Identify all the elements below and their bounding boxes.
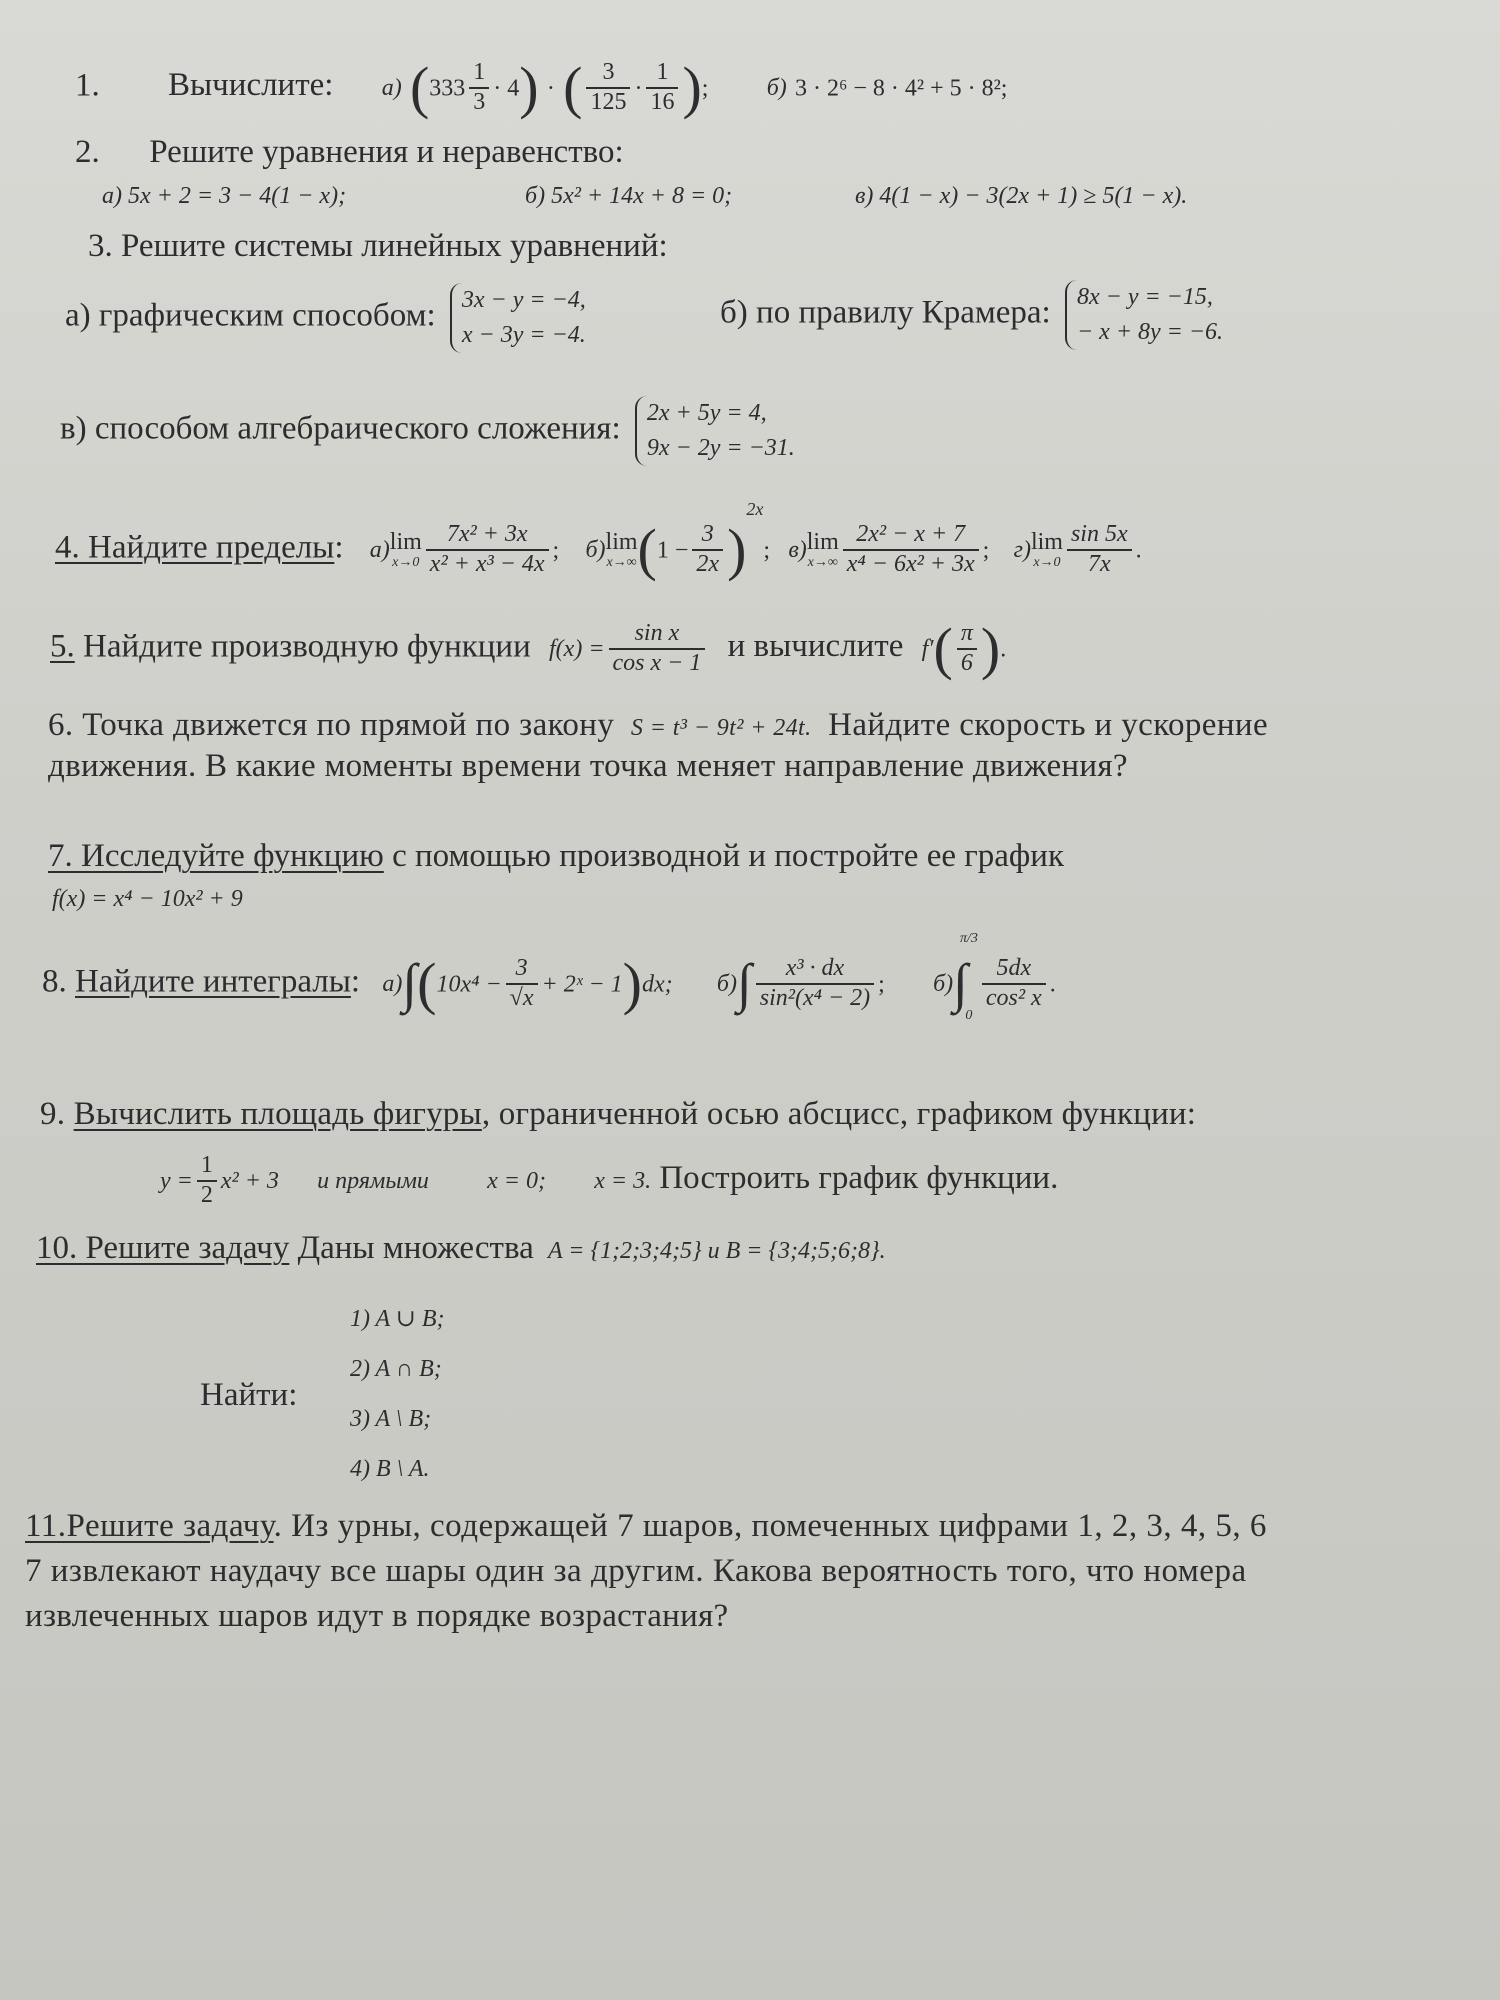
- problem-3-part-a: [65, 283, 586, 353]
- lim-subscript: x→∞: [606, 555, 637, 571]
- mixed-fraction: [469, 59, 489, 116]
- problem-9-line-1: [40, 1096, 1196, 1132]
- lim-word: lim: [389, 529, 422, 556]
- integral-sign: ∫: [736, 953, 752, 1014]
- numerator: 3: [586, 59, 630, 89]
- system-b: [1065, 280, 1223, 350]
- set-op-1: 1) A ∪ B;: [350, 1306, 445, 1332]
- line-x0: x = 0;: [487, 1168, 546, 1195]
- integrand-right: + 2ˣ − 1: [541, 971, 623, 998]
- mixed-tail: · 4: [493, 75, 520, 102]
- numerator: 3: [506, 955, 538, 985]
- problem-5-text: Найдите производную функции: [83, 628, 531, 665]
- problem-9-number: 9.: [40, 1096, 66, 1132]
- mixed-whole: 333: [429, 75, 466, 102]
- problem-5-then: и вычислите: [727, 628, 904, 665]
- end-dot: .: [1135, 537, 1142, 564]
- sets-definition: A = {1;2;3;4;5} и B = {3;4;5;6;8}.: [548, 1238, 886, 1264]
- numerator: 5dx: [982, 955, 1046, 985]
- system-c-eq1: 2x + 5y = 4,: [646, 400, 767, 426]
- exponent: 2x: [746, 499, 764, 520]
- numerator: π: [957, 620, 977, 650]
- derivative-symbol: f′: [921, 636, 934, 663]
- denominator: 2: [200, 1181, 213, 1208]
- times-dot: ·: [634, 75, 643, 102]
- problem-8-title: Найдите интегралы: [75, 963, 351, 1000]
- problem-8-number: 8.: [42, 963, 67, 1000]
- find-label: Найти:: [200, 1377, 298, 1413]
- integral-c-fraction: [982, 955, 1046, 1012]
- fraction-1-16: [646, 59, 678, 116]
- numerator: 1: [197, 1152, 217, 1182]
- colon: :: [350, 963, 361, 1000]
- method-cramer-label: б) по правилу Крамера:: [720, 294, 1051, 331]
- problem-1-part-a-label: а): [381, 75, 402, 102]
- denominator: cos² x: [985, 984, 1042, 1011]
- inner-one: 1 −: [656, 537, 689, 564]
- lower-limit: 0: [965, 1007, 973, 1023]
- problem-10-title: 10. Решите задачу: [36, 1230, 290, 1266]
- denominator: 125: [590, 88, 627, 115]
- denominator: 2x: [696, 550, 720, 577]
- system-a: [450, 283, 586, 353]
- one-half: [197, 1152, 217, 1209]
- function-lhs: f(x) =: [549, 636, 605, 663]
- part-b-label: б): [716, 971, 737, 998]
- limit-b: [606, 529, 638, 571]
- line-x3: x = 3.: [594, 1168, 652, 1195]
- three-over-sqrt-x: [506, 955, 538, 1012]
- system-b-eq1: 8x − y = −15,: [1076, 284, 1213, 310]
- denominator: x⁴ − 6x² + 3x: [846, 550, 975, 577]
- right-paren: ): [682, 55, 702, 120]
- numerator: 7x² + 3x: [426, 521, 549, 551]
- denominator: sin²(x⁴ − 2): [759, 984, 871, 1011]
- integral-sign: ∫: [953, 953, 968, 1014]
- problem-6-text-a: 6. Точка движется по прямой по закону: [48, 707, 615, 743]
- problem-4-title: 4. Найдите пределы: [55, 529, 335, 566]
- problem-11-title: 11.Решите задачу: [25, 1508, 274, 1544]
- left-paren: (: [637, 517, 657, 582]
- left-paren: (: [563, 55, 583, 120]
- numerator: sin x: [609, 620, 706, 650]
- method-graphic-label: а) графическим способом:: [65, 297, 436, 334]
- denominator: cos x − 1: [612, 649, 702, 676]
- problem-1: [75, 56, 1007, 120]
- problem-5-number: 5.: [50, 628, 75, 665]
- left-paren: (: [409, 55, 430, 120]
- problem-10-rest: Даны множества: [297, 1230, 534, 1266]
- problem-4: [55, 499, 1142, 582]
- denominator: 7x: [1087, 550, 1111, 577]
- set-op-4: 4) B \ A.: [350, 1456, 430, 1482]
- build-graph: Построить график функции.: [659, 1160, 1059, 1197]
- set-op-3: 3) A \ B;: [350, 1406, 432, 1432]
- problem-3-part-b: [720, 280, 1223, 350]
- part-d-label: г): [1013, 537, 1031, 564]
- right-paren: ): [519, 55, 539, 120]
- problem-6-line-1: [48, 707, 1268, 743]
- upper-limit: π/3: [959, 930, 978, 946]
- problem-7-function: f(x) = x⁴ − 10x² + 9: [52, 886, 243, 912]
- mixed-numerator: 1: [469, 59, 489, 89]
- problem-9-line-2: [160, 1152, 1058, 1209]
- problem-7-rest: с помощью производной и постройте ее график: [392, 838, 1065, 874]
- mixed-denominator: 3: [473, 88, 486, 115]
- part-c-label: б): [933, 971, 954, 998]
- times-dot: ·: [546, 75, 555, 102]
- part-b-label: б): [585, 537, 606, 564]
- numerator: sin 5x: [1067, 521, 1132, 551]
- right-paren: ): [727, 517, 747, 582]
- limit-d-fraction: [1067, 521, 1132, 578]
- set-op-2: 2) A ∩ B;: [350, 1356, 442, 1382]
- limit-a-fraction: [426, 521, 549, 578]
- system-a-eq1: 3x − y = −4,: [461, 287, 586, 313]
- right-paren: ): [622, 951, 642, 1016]
- right-paren: ): [980, 616, 1001, 681]
- limit-d: [1031, 529, 1063, 571]
- lim-word: lim: [1030, 529, 1063, 556]
- numerator: x³ · dx: [756, 955, 874, 985]
- problem-6-line-2: движения. В какие моменты времени точка меняет направление движения?: [48, 748, 1128, 784]
- problem-11-text-1: . Из урны, содержащей 7 шаров, помеченных цифрами 1, 2, 3, 4, 5, 6: [273, 1508, 1267, 1544]
- left-paren: (: [417, 951, 437, 1016]
- problem-1-label: Вычислите:: [168, 67, 334, 104]
- problem-11-line-3: извлеченных шаров идут в порядке возрастания?: [25, 1598, 729, 1634]
- separator: ;: [982, 537, 990, 564]
- dx: dx;: [642, 971, 673, 998]
- problem-9-rest: , ограниченной осью абсцисс, графиком функции:: [481, 1096, 1197, 1132]
- integral-sign: ∫: [402, 953, 418, 1014]
- problem-3-part-c: [60, 396, 795, 466]
- part-c-label: в): [788, 537, 807, 564]
- end-dot: .: [1000, 636, 1007, 663]
- end-dot: .: [1049, 971, 1056, 998]
- integral-limits: [959, 930, 978, 1023]
- problem-2-part-a: а) 5x + 2 = 3 − 4(1 − x);: [102, 183, 347, 209]
- y-equals: y =: [160, 1168, 193, 1195]
- numerator: 3: [692, 521, 723, 551]
- integrand-left: 10x⁴ −: [436, 971, 502, 998]
- problem-9-title: Вычислить площадь фигуры: [73, 1096, 482, 1132]
- lim-word: lim: [806, 529, 839, 556]
- fraction-3-125: [586, 59, 630, 116]
- limit-c: [807, 529, 839, 571]
- problem-3-title: 3. Решите системы линейных уравнений:: [88, 228, 668, 264]
- problem-1-part-b-expr: 3 · 2⁶ − 8 · 4² + 5 · 8²;: [795, 75, 1008, 102]
- separator: ;: [552, 537, 560, 564]
- lim-subscript: x→0: [392, 555, 420, 571]
- limit-c-fraction: [843, 521, 979, 578]
- problem-5: [50, 617, 1006, 681]
- problem-7-title: 7. Исследуйте функцию: [48, 838, 384, 874]
- problem-7-line-1: [48, 838, 1064, 874]
- system-a-eq2: x − 3y = −4.: [461, 321, 586, 348]
- numerator: 2x² − x + 7: [843, 521, 979, 551]
- part-a-label: а): [369, 537, 390, 564]
- system-b-eq2: − x + 8y = −6.: [1076, 318, 1224, 345]
- limit-b-fraction: [692, 521, 723, 578]
- problem-1-part-b-label: б): [766, 75, 787, 102]
- integral-b-fraction: [756, 955, 874, 1012]
- problem-11-line-2: 7 извлекают наудачу все шары один за другим. Какова вероятность того, что номера: [25, 1553, 1247, 1589]
- y-rest: x² + 3: [220, 1168, 279, 1195]
- denominator: √x: [509, 984, 534, 1011]
- colon: :: [334, 529, 344, 566]
- denominator: 6: [960, 649, 973, 676]
- method-addition-label: в) способом алгебраического сложения:: [60, 410, 621, 447]
- left-paren: (: [933, 616, 953, 681]
- separator: ;: [701, 75, 709, 102]
- problem-2-part-c: в) 4(1 − x) − 3(2x + 1) ≥ 5(1 − x).: [855, 183, 1188, 209]
- separator: ;: [763, 537, 771, 564]
- motion-law: S = t³ − 9t² + 24t.: [630, 715, 812, 741]
- denominator: 16: [650, 88, 675, 115]
- problem-2-part-b: б) 5x² + 14x + 8 = 0;: [525, 183, 733, 209]
- problem-11-line-1: [25, 1508, 1267, 1544]
- denominator: x² + x³ − 4x: [429, 550, 545, 577]
- limit-a: [390, 529, 422, 571]
- part-a-label: а): [382, 971, 403, 998]
- problem-6-text-b: Найдите скорость и ускорение: [828, 707, 1268, 743]
- problem-2-title: 2. Решите уравнения и неравенство:: [75, 134, 624, 170]
- system-c-eq2: 9x − 2y = −31.: [646, 434, 795, 461]
- problem-10-line-1: [36, 1230, 886, 1266]
- system-c: [635, 396, 795, 466]
- pi-over-6: [957, 620, 977, 677]
- function-fraction: [609, 620, 706, 677]
- separator: ;: [878, 971, 885, 998]
- lim-word: lim: [605, 529, 638, 556]
- and-lines: и прямыми: [317, 1168, 429, 1195]
- lim-subscript: x→0: [1033, 555, 1061, 571]
- lim-subscript: x→∞: [807, 555, 838, 571]
- problem-1-number: 1.: [75, 67, 100, 104]
- problem-8: [42, 930, 1056, 1023]
- numerator: 1: [646, 59, 678, 89]
